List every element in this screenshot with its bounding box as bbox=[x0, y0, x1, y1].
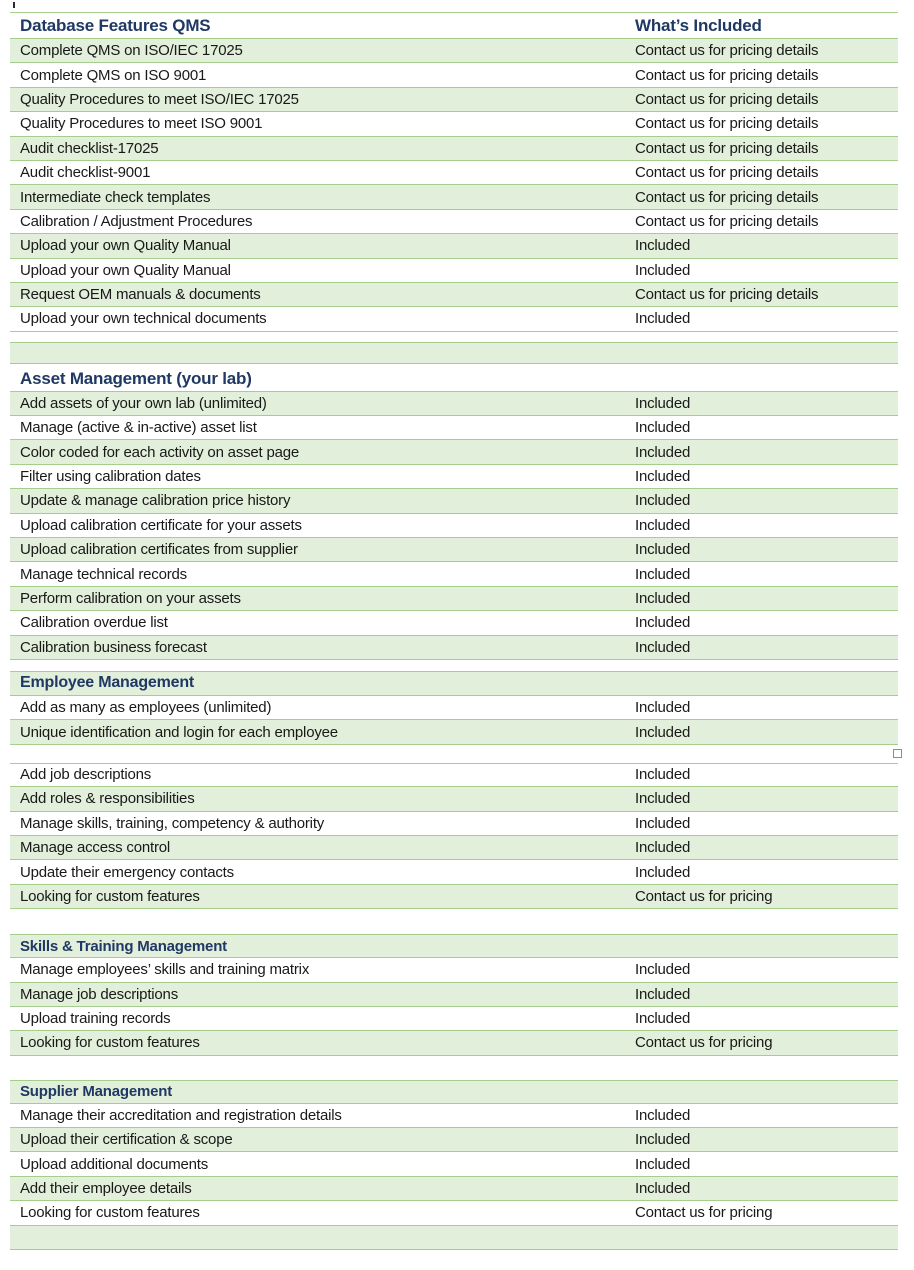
section-header-row bbox=[10, 1080, 898, 1104]
status-cell: Included bbox=[635, 1155, 691, 1173]
table-row bbox=[10, 234, 898, 258]
status-cell: Contact us for pricing details bbox=[635, 212, 819, 230]
table-row bbox=[10, 416, 898, 440]
table-row bbox=[10, 611, 898, 635]
table-row bbox=[10, 489, 898, 513]
feature-cell: Calibration business forecast bbox=[20, 638, 207, 656]
feature-cell: Color coded for each activity on asset page bbox=[20, 443, 300, 461]
table-row bbox=[10, 885, 898, 909]
feature-cell: Quality Procedures to meet ISO/IEC 17025 bbox=[20, 90, 299, 108]
table-row bbox=[10, 1128, 898, 1152]
table-row bbox=[10, 562, 898, 586]
spacer-row bbox=[10, 342, 898, 364]
feature-cell: Perform calibration on your assets bbox=[20, 590, 241, 607]
status-cell: Contact us for pricing bbox=[635, 1204, 773, 1222]
table-row bbox=[10, 1201, 898, 1225]
included-column-header: What’s Included bbox=[635, 15, 762, 35]
status-cell: Included bbox=[635, 541, 691, 559]
table-row bbox=[10, 514, 898, 538]
status-cell: Contact us for pricing bbox=[635, 1034, 773, 1052]
table-resize-handle-icon[interactable] bbox=[893, 749, 902, 758]
table-row bbox=[10, 307, 898, 331]
status-cell: Included bbox=[635, 723, 691, 741]
status-cell: Contact us for pricing details bbox=[635, 115, 819, 133]
table-row bbox=[10, 185, 898, 209]
table-row bbox=[10, 538, 898, 562]
status-cell: Contact us for pricing details bbox=[635, 42, 819, 60]
feature-cell: Add as many as employees (unlimited) bbox=[20, 699, 272, 717]
table-row bbox=[10, 63, 898, 87]
section-header-row bbox=[10, 934, 898, 958]
table-row bbox=[10, 836, 898, 860]
table-row bbox=[10, 112, 898, 136]
feature-cell: Manage their accreditation and registration details bbox=[20, 1106, 342, 1124]
status-cell: Contact us for pricing details bbox=[635, 66, 819, 84]
feature-cell: Quality Procedures to meet ISO 9001 bbox=[20, 115, 263, 133]
table-row bbox=[10, 465, 898, 489]
table-row bbox=[10, 812, 898, 836]
feature-cell: Upload your own Quality Manual bbox=[20, 261, 231, 279]
feature-cell: Add assets of your own lab (unlimited) bbox=[20, 394, 267, 412]
feature-cell: Upload their certification & scope bbox=[20, 1131, 233, 1149]
blank-row bbox=[10, 1226, 898, 1250]
table-row bbox=[10, 763, 898, 787]
status-cell: Included bbox=[635, 863, 691, 881]
table-row bbox=[10, 392, 898, 416]
feature-cell: Manage skills, training, competency & authority bbox=[20, 814, 325, 832]
spacer-row bbox=[10, 1056, 898, 1080]
table-row bbox=[10, 636, 898, 660]
status-cell: Contact us for pricing details bbox=[635, 188, 819, 206]
feature-cell: Add job descriptions bbox=[20, 766, 152, 784]
spacer-row bbox=[10, 745, 898, 763]
status-cell: Included bbox=[635, 699, 691, 717]
status-cell: Contact us for pricing details bbox=[635, 90, 819, 108]
table-row bbox=[10, 440, 898, 464]
section-header-label: Supplier Management bbox=[20, 1083, 173, 1101]
table-row bbox=[10, 1152, 898, 1176]
feature-cell: Looking for custom features bbox=[20, 1204, 200, 1222]
status-cell: Included bbox=[635, 638, 691, 656]
text-cursor-mark bbox=[13, 2, 15, 8]
feature-cell: Upload training records bbox=[20, 1010, 171, 1028]
status-cell: Included bbox=[635, 419, 691, 437]
table-row bbox=[10, 587, 898, 611]
feature-cell: Complete QMS on ISO 9001 bbox=[20, 66, 207, 84]
feature-cell: Manage (active & in-active) asset list bbox=[20, 419, 257, 437]
status-cell: Included bbox=[635, 261, 691, 279]
table-row bbox=[10, 1007, 898, 1031]
status-cell: Included bbox=[635, 1010, 691, 1028]
section-header-row bbox=[10, 12, 898, 39]
feature-cell: Upload your own Quality Manual bbox=[20, 237, 231, 255]
feature-cell: Unique identification and login for each employee bbox=[20, 723, 338, 741]
feature-cell: Upload calibration certificates from supplier bbox=[20, 541, 298, 559]
section-header-row bbox=[10, 368, 898, 392]
status-cell: Included bbox=[635, 814, 691, 832]
table-row bbox=[10, 1031, 898, 1055]
feature-cell: Looking for custom features bbox=[20, 1034, 200, 1052]
status-cell: Included bbox=[635, 237, 691, 255]
table-row bbox=[10, 259, 898, 283]
feature-cell: Add roles & responsibilities bbox=[20, 790, 195, 808]
status-cell: Included bbox=[635, 1131, 691, 1149]
table-row bbox=[10, 696, 898, 720]
section-header-label: Skills & Training Management bbox=[20, 937, 227, 955]
section-header-row bbox=[10, 671, 898, 696]
section-header-label: Asset Management (your lab) bbox=[20, 369, 252, 389]
status-cell: Included bbox=[635, 961, 691, 979]
feature-cell: Manage employees’ skills and training matrix bbox=[20, 961, 310, 979]
status-cell: Included bbox=[635, 565, 691, 583]
status-cell: Included bbox=[635, 985, 691, 1003]
status-cell: Contact us for pricing bbox=[635, 887, 773, 905]
status-cell: Included bbox=[635, 492, 691, 510]
table-row bbox=[10, 720, 898, 744]
table-row bbox=[10, 88, 898, 112]
status-cell: Included bbox=[635, 394, 691, 412]
feature-cell: Calibration overdue list bbox=[20, 614, 168, 632]
feature-cell: Add their employee details bbox=[20, 1180, 192, 1198]
feature-cell: Manage job descriptions bbox=[20, 985, 178, 1003]
feature-cell: Update their emergency contacts bbox=[20, 863, 234, 881]
table-row bbox=[10, 39, 898, 63]
feature-cell: Audit checklist-9001 bbox=[20, 164, 151, 182]
table-row bbox=[10, 161, 898, 185]
feature-cell: Intermediate check templates bbox=[20, 188, 211, 206]
spacer-row bbox=[10, 909, 898, 934]
table-row bbox=[10, 1104, 898, 1128]
feature-cell: Filter using calibration dates bbox=[20, 468, 201, 486]
feature-cell: Manage access control bbox=[20, 839, 171, 857]
section-header-label: Employee Management bbox=[20, 674, 195, 692]
status-cell: Included bbox=[635, 1106, 691, 1124]
feature-cell: Calibration / Adjustment Procedures bbox=[20, 212, 253, 230]
table-row bbox=[10, 137, 898, 161]
status-cell: Included bbox=[635, 1180, 691, 1198]
status-cell: Included bbox=[635, 468, 691, 486]
table-row bbox=[10, 983, 898, 1007]
status-cell: Contact us for pricing details bbox=[635, 286, 819, 304]
table-row bbox=[10, 283, 898, 307]
spacer-row bbox=[10, 332, 898, 342]
status-cell: Included bbox=[635, 839, 691, 857]
feature-cell: Update & manage calibration price history bbox=[20, 492, 291, 510]
status-cell: Included bbox=[635, 790, 691, 808]
feature-cell: Upload calibration certificate for your assets bbox=[20, 516, 302, 534]
feature-cell: Manage technical records bbox=[20, 565, 187, 583]
section-header-label: Database Features QMS bbox=[20, 15, 211, 35]
status-cell: Contact us for pricing details bbox=[635, 139, 819, 157]
feature-cell: Upload additional documents bbox=[20, 1155, 209, 1173]
table-row bbox=[10, 860, 898, 884]
features-table bbox=[10, 12, 898, 1250]
status-cell: Included bbox=[635, 310, 691, 328]
table-row bbox=[10, 1177, 898, 1201]
status-cell: Included bbox=[635, 590, 691, 607]
table-row bbox=[10, 787, 898, 811]
feature-cell: Audit checklist-17025 bbox=[20, 139, 159, 157]
feature-cell: Request OEM manuals & documents bbox=[20, 286, 261, 304]
status-cell: Included bbox=[635, 516, 691, 534]
feature-cell: Complete QMS on ISO/IEC 17025 bbox=[20, 42, 243, 60]
status-cell: Contact us for pricing details bbox=[635, 164, 819, 182]
spacer-row bbox=[10, 660, 898, 671]
feature-cell: Looking for custom features bbox=[20, 887, 200, 905]
status-cell: Included bbox=[635, 443, 691, 461]
status-cell: Included bbox=[635, 614, 691, 632]
status-cell: Included bbox=[635, 766, 691, 784]
feature-cell: Upload your own technical documents bbox=[20, 310, 267, 328]
table-row bbox=[10, 210, 898, 234]
table-row bbox=[10, 958, 898, 982]
